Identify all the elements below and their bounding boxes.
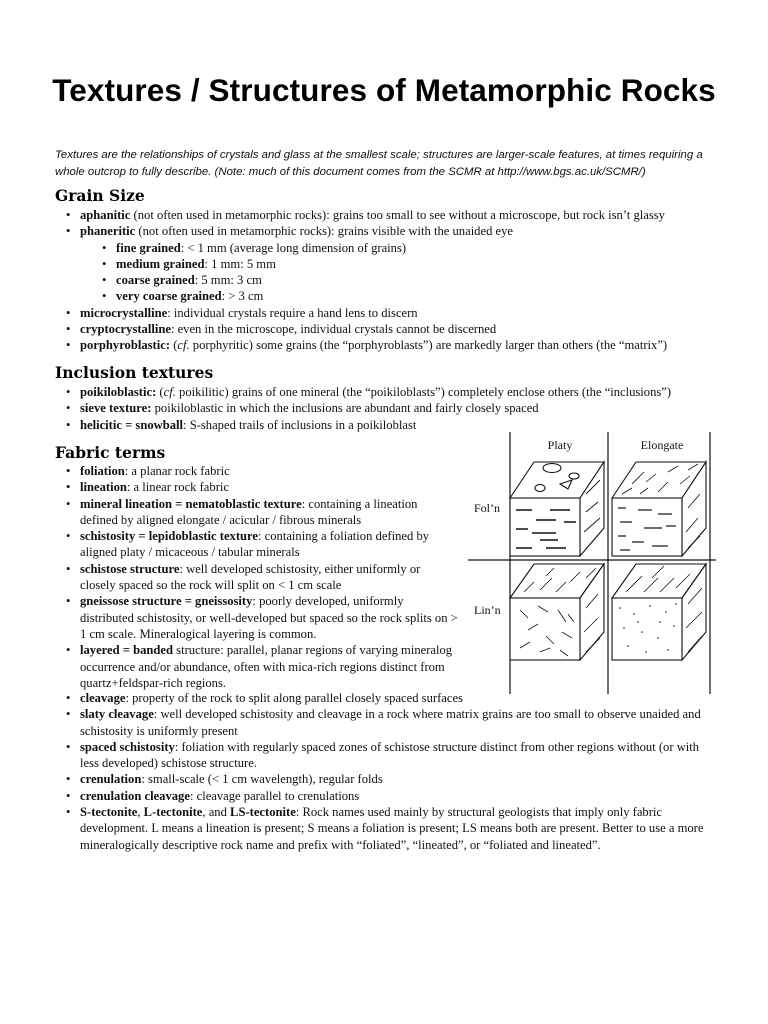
list-item: • cleavage: property of the rock to split along parallel closely spaced surfaces (66, 690, 716, 706)
heading-fabric-terms: Fabric terms (55, 443, 166, 462)
fabric-diagram (462, 432, 718, 694)
list-item: • crenulation: small-scale (< 1 cm wavelength), regular folds (66, 771, 716, 787)
list-item: • very coarse grained: > 3 cm (102, 288, 730, 304)
list-item: • gneissose structure = gneissosity: poorly developed, uniformly distributed schistosity, or well-developed but spaced so the rock splits on > 1 cm scale. Mineralogical layering is common. (66, 593, 458, 642)
inclusion-list (66, 384, 730, 433)
list-item: • crenulation cleavage: cleavage parallel to crenulations (66, 788, 716, 804)
list-item: • sieve texture: poikiloblastic in which the inclusions are abundant and fairly closely spaced (66, 400, 730, 416)
list-item: • aphanitic (not often used in metamorphic rocks): grains too small to see without a microscope, but rock isn’t glassy (66, 207, 730, 223)
list-item: • phaneritic (not often used in metamorphic rocks): grains visible with the unaided eye • fine grained: < 1 mm (average long dimension of grains) • medium grained: 1 mm: 5 mm • coarse grained: 5 mm: 3 cm • very coarse grained: > 3 cm (66, 223, 730, 304)
list-item: • schistosity = lepidoblastic texture: containing a foliation defined by aligned platy / micaceous / tabular minerals (66, 528, 458, 561)
cube-lineation-elongate (612, 564, 706, 660)
fabric-list-wide (66, 690, 716, 853)
cube-foliation-elongate (612, 462, 706, 556)
intro-paragraph: Textures are the relationships of crystals and glass at the smallest scale; structures are larger-scale features, at times requiring a whole outcrop to fully describe. (Note: much of this document comes from the SCMR at http://www.bgs.ac.uk/SCMR/) (55, 149, 703, 178)
list-item: • layered = banded structure: parallel, planar regions of varying mineralog occurrence and/or abundance, often with mica-rich regions distinct from quartz+feldspar-rich regions. (66, 642, 458, 691)
cube-lineation-platy (510, 564, 604, 660)
row-label-lineation: Lin’n (474, 603, 501, 617)
list-item: • mineral lineation = nematoblastic texture: containing a lineation defined by aligned elongate / acicular / fibrous minerals (66, 496, 458, 529)
list-item: • porphyroblastic: (cf. porphyritic) some grains (the “porphyroblasts”) are markedly larger than others (the “matrix”) (66, 337, 730, 353)
list-item: • foliation: a planar rock fabric (66, 463, 458, 479)
grain-size-list (66, 207, 730, 354)
grain-size-sublist (80, 240, 730, 305)
list-item: • schistose structure: well developed schistosity, either uniformly or closely spaced so the rock will split on < 1 cm scale (66, 561, 458, 594)
list-item: • S-tectonite, L-tectonite, and LS-tectonite: Rock names used mainly by structural geologists that imply only fabric development. L means a lineation is present; S means a foliation is present; LS means both are present. Better to use a more mineralogically descriptive rock name and prefix with “foliated”, “lineated”, or “foliated and lineated”. (66, 804, 716, 853)
list-item: • poikiloblastic: (cf. poikilitic) grains of one mineral (the “poikiloblasts”) completely enclose others (the “inclusions”) (66, 384, 730, 400)
list-item: • fine grained: < 1 mm (average long dimension of grains) (102, 240, 730, 256)
heading-inclusion-textures: Inclusion textures (55, 363, 214, 382)
row-label-foliation: Fol’n (474, 501, 501, 515)
heading-grain-size: Grain Size (55, 186, 145, 205)
list-item: • microcrystalline: individual crystals require a hand lens to discern (66, 305, 730, 321)
column-label-elongate: Elongate (640, 438, 684, 452)
list-item: • coarse grained: 5 mm: 3 cm (102, 272, 730, 288)
cube-foliation-platy (510, 462, 604, 556)
list-item: • cryptocrystalline: even in the microscope, individual crystals cannot be discerned (66, 321, 730, 337)
page-title: Textures / Structures of Metamorphic Rocks (52, 72, 716, 108)
list-item: • lineation: a linear rock fabric (66, 479, 458, 495)
fabric-list-narrow (66, 463, 458, 691)
list-item: • medium grained: 1 mm: 5 mm (102, 256, 730, 272)
column-label-platy: Platy (547, 438, 573, 452)
list-item: • helicitic = snowball: S-shaped trails of inclusions in a poikiloblast (66, 417, 730, 433)
list-item: • slaty cleavage: well developed schistosity and cleavage in a rock where matrix grains are too small to observe unaided and schistosity is uniformly present (66, 706, 716, 739)
list-item: • spaced schistosity: foliation with regularly spaced zones of schistose structure distinct from other regions without (or with less developed) schistose structure. (66, 739, 716, 772)
